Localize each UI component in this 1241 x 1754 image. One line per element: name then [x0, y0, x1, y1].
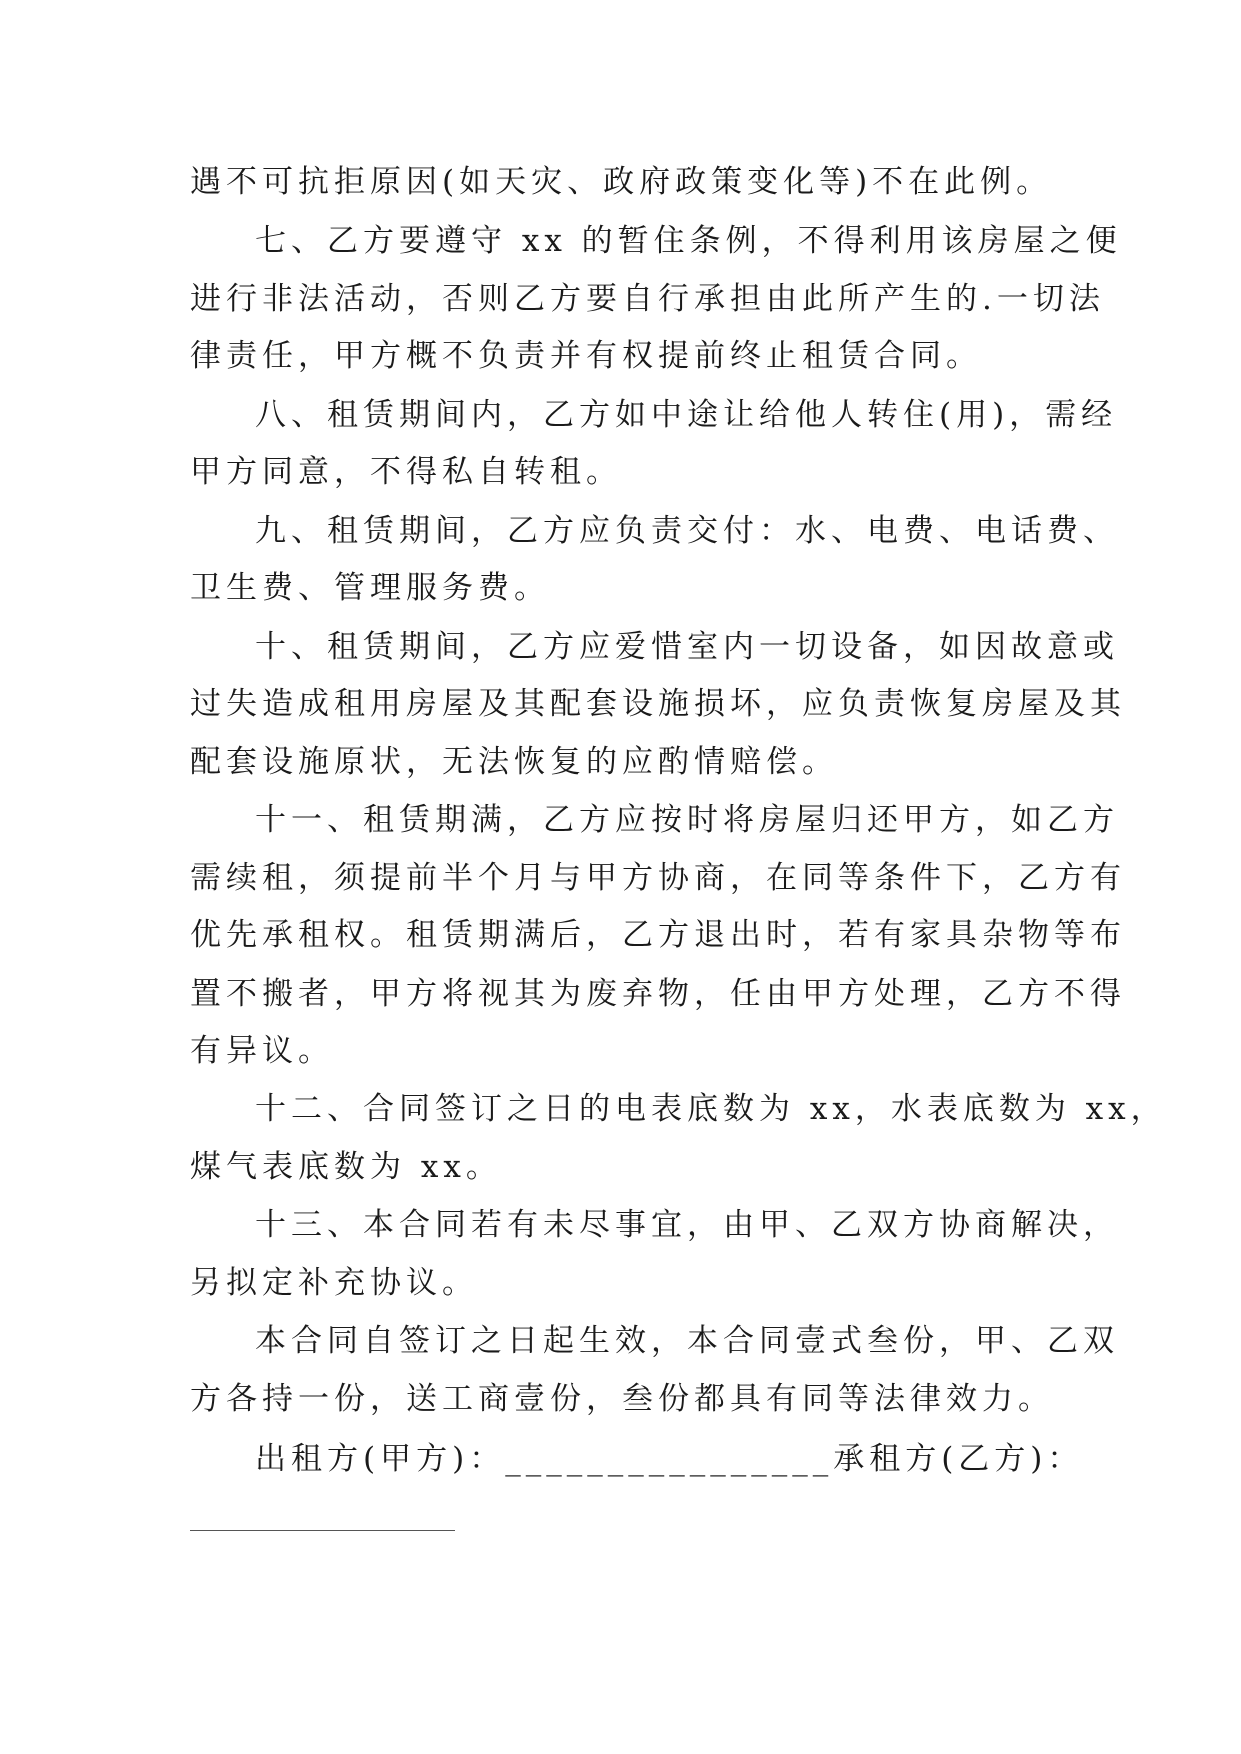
clause-7-line-1: 七、乙方要遵守 xx 的暂住条例，不得利用该房屋之便: [255, 223, 1122, 259]
clause-10-line-3: 配套设施原状，无法恢复的应酌情赔偿。: [190, 744, 838, 780]
clause-12-line-2: 煤气表底数为 xx。: [190, 1149, 502, 1185]
clause-7-line-3: 律责任，甲方概不负责并有权提前终止租赁合同。: [190, 338, 982, 374]
clause-11-line-4: 置不搬者，甲方将视其为废弃物，任由甲方处理，乙方不得: [190, 976, 1126, 1012]
signature-blank-line: [190, 1530, 455, 1531]
effective-clause-line-2: 方各持一份，送工商壹份，叁份都具有同等法律效力。: [190, 1381, 1054, 1417]
clause-11-line-3: 优先承租权。租赁期满后，乙方退出时，若有家具杂物等布: [190, 917, 1126, 953]
clause-9-line-1: 九、租赁期间，乙方应负责交付：水、电费、电话费、: [255, 513, 1119, 549]
clause-10-line-1: 十、租赁期间，乙方应爱惜室内一切设备，如因故意或: [255, 629, 1119, 665]
clause-11-line-1: 十一、租赁期满，乙方应按时将房屋归还甲方，如乙方: [255, 802, 1119, 838]
clause-9-line-2: 卫生费、管理服务费。: [190, 570, 550, 606]
clause-8-line-2: 甲方同意，不得私自转租。: [190, 454, 622, 490]
clause-11-line-5: 有异议。: [190, 1033, 334, 1069]
clause-7-line-2: 进行非法活动，否则乙方要自行承担由此所产生的.一切法: [190, 281, 1105, 317]
signature-line: 出租方(甲方)：________________承租方(乙方)：: [255, 1441, 1084, 1477]
clause-12-line-1: 十二、合同签订之日的电表底数为 xx，水表底数为 xx，: [255, 1091, 1167, 1127]
clause-8-line-1: 八、租赁期间内，乙方如中途让给他人转住(用)，需经: [255, 397, 1118, 433]
effective-clause-line-1: 本合同自签订之日起生效，本合同壹式叁份，甲、乙双: [255, 1323, 1119, 1359]
text-line-1: 遇不可抗拒原因(如天灾、政府政策变化等)不在此例。: [190, 164, 1053, 200]
clause-13-line-2: 另拟定补充协议。: [190, 1265, 478, 1301]
clause-10-line-2: 过失造成租用房屋及其配套设施损坏，应负责恢复房屋及其: [190, 686, 1126, 722]
clause-13-line-1: 十三、本合同若有未尽事宜，由甲、乙双方协商解决，: [255, 1207, 1119, 1243]
clause-11-line-2: 需续租，须提前半个月与甲方协商，在同等条件下，乙方有: [190, 860, 1126, 896]
